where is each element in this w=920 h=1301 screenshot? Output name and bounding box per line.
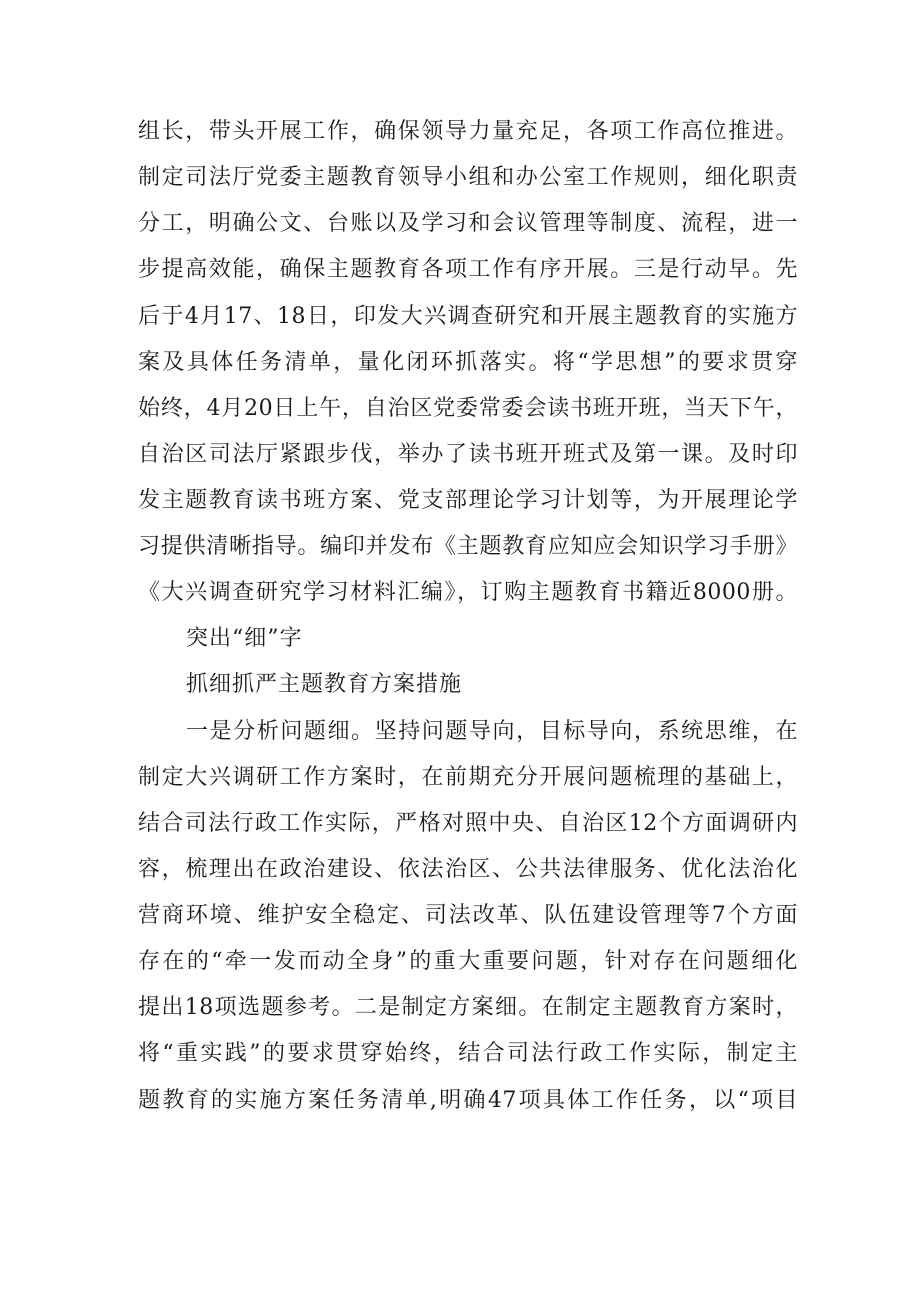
text-line: 营商环境、维护安全稳定、司法改革、队伍建设管理等7个方面 bbox=[138, 903, 798, 928]
text-line: 容，梳理出在政治建设、依法治区、公共法律服务、优化法治化 bbox=[138, 857, 798, 882]
text-line: 组长，带头开展工作，确保领导力量充足，各项工作高位推进。 bbox=[138, 119, 798, 144]
text-line: 发主题教育读书班方案、党支部理论学习计划等，为开展理论学 bbox=[138, 488, 798, 513]
text-line: 分工，明确公文、台账以及学习和会议管理等制度、流程，进一 bbox=[138, 211, 798, 236]
text-line: 步提高效能，确保主题教育各项工作有序开展。三是行动早。先 bbox=[138, 257, 798, 282]
text-line: 自治区司法厅紧跟步伐，举办了读书班开班式及第一课。及时印 bbox=[138, 442, 798, 467]
section-subheading: 抓细抓严主题教育方案措施 bbox=[186, 672, 463, 697]
text-line: 一是分析问题细。坚持问题导向，目标导向，系统思维，在 bbox=[186, 719, 798, 744]
text-line: 结合司法行政工作实际，严格对照中央、自治区12个方面调研内 bbox=[138, 811, 798, 836]
section-heading: 突出“细”字 bbox=[186, 626, 303, 651]
text-line: 《大兴调查研究学习材料汇编》，订购主题教育书籍近8000册。 bbox=[138, 580, 798, 605]
text-line: 题教育的实施方案任务清单,明确47项具体工作任务，以“项目 bbox=[138, 1088, 798, 1113]
text-line: 制定司法厅党委主题教育领导小组和办公室工作规则，细化职责 bbox=[138, 165, 798, 190]
text-line: 存在的“牵一发而动全身”的重大重要问题，针对存在问题细化 bbox=[138, 949, 798, 974]
text-line: 提出18项选题参考。二是制定方案细。在制定主题教育方案时， bbox=[138, 995, 798, 1020]
text-line: 后于4月17、18日，印发大兴调查研究和开展主题教育的实施方 bbox=[138, 304, 798, 329]
text-line: 制定大兴调研工作方案时，在前期充分开展问题梳理的基础上， bbox=[138, 765, 798, 790]
text-line: 将“重实践”的要求贯穿始终，结合司法行政工作实际，制定主 bbox=[138, 1041, 798, 1066]
text-line: 案及具体任务清单，量化闭环抓落实。将“学思想”的要求贯穿 bbox=[138, 350, 798, 375]
text-line: 始终，4月20日上午，自治区党委常委会读书班开班，当天下午， bbox=[138, 396, 798, 421]
text-line: 习提供清晰指导。编印并发布《主题教育应知应会知识学习手册》 bbox=[138, 534, 798, 559]
